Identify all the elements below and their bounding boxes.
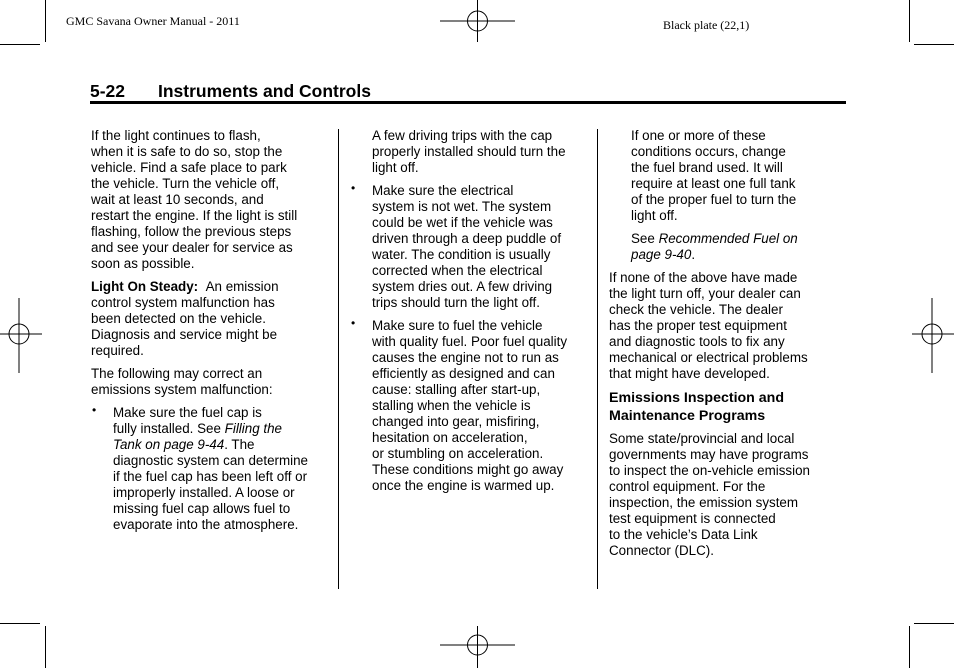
- column-2: [351, 128, 568, 501]
- column-3: [609, 128, 810, 566]
- bullet-icon: •: [351, 181, 356, 195]
- column-1: [91, 128, 308, 540]
- registration-target-bottom: [440, 626, 515, 668]
- paragraph: If none of the above have made the light turn off, your dealer can check the vehicle. The dealer has the proper test equipment and diagnostic tools to fix any mechanical or electrical problems that might have developed.: [609, 270, 808, 381]
- section-heading: Emissions Inspection and Maintenance Programs: [609, 390, 785, 424]
- list-item: • Make sure to fuel the vehicle with quality fuel. Poor fuel quality causes the engine not to run as efficiently as designed and can cause: stalling after start-up, stalling when the vehicle is changed into gear, misfiring, hesitation on acceleration, or stumbling on acceleration. These conditions might go away once the engine is warmed up.: [351, 316, 568, 493]
- registration-target-top: [440, 0, 515, 42]
- column-divider: [338, 129, 339, 589]
- title-rule: [90, 101, 846, 104]
- cross-reference-link[interactable]: Recommended Fuel on: [658, 231, 798, 246]
- cross-reference-link[interactable]: page 9-40: [631, 247, 692, 262]
- paragraph: A few driving trips with the cap properly installed should turn the light off.: [372, 128, 566, 175]
- manual-header: GMC Savana Owner Manual - 2011: [66, 14, 240, 28]
- paragraph: Some state/provincial and local governments may have programs to inspect the on-vehicle emission control equipment. For the inspection, the emission system test equipment is connected to the vehicle’s Data Link Connector (DLC).: [609, 431, 810, 558]
- paragraph: Light On Steady: An emission control system malfunction has been detected on the vehicle. Diagnosis and service might be required.: [91, 279, 279, 358]
- bullet-icon: •: [351, 316, 356, 330]
- cross-reference-link[interactable]: Filling the: [224, 421, 282, 436]
- list-item: • Make sure the fuel cap is fully installed. See Filling the Tank on page 9-44. The diagnostic system can determine if the fuel cap has been left off or improperly installed. A loose or missing fuel cap allows fuel to evaporate into the atmosphere.: [92, 403, 309, 532]
- page-title: [90, 81, 371, 102]
- paragraph: If one or more of these conditions occurs, change the fuel brand used. It will require at least one full tank of the proper fuel to turn the light off.: [631, 128, 797, 223]
- paragraph: The following may correct an emissions system malfunction:: [91, 366, 273, 397]
- plate-label: Black plate (22,1): [663, 18, 750, 32]
- column-divider: [597, 129, 598, 589]
- section-title: Instruments and Controls: [158, 81, 371, 101]
- list-item: • Make sure the electrical system is not wet. The system could be wet if the vehicle was driven through a deep puddle of water. The condition is usually corrected when the electrical system dries out. A few driving trips should turn the light off.: [351, 181, 562, 310]
- page-number: 5-22: [90, 81, 126, 101]
- bullet-icon: •: [92, 403, 97, 417]
- see-reference: See Recommended Fuel on page 9-40.: [631, 231, 798, 262]
- cross-reference-link[interactable]: Tank on page 9-44: [113, 437, 225, 452]
- run-in-label: Light On Steady:: [91, 279, 199, 294]
- registration-target-left: [0, 298, 42, 373]
- paragraph: If the light continues to flash, when it is safe to do so, stop the vehicle. Find a safe place to park the vehicle. Turn the vehicle off, wait at least 10 seconds, and restart the engine. If the light is still flashing, follow the previous steps and see your dealer for service as soon as possible.: [91, 128, 298, 271]
- registration-target-right: [912, 298, 954, 373]
